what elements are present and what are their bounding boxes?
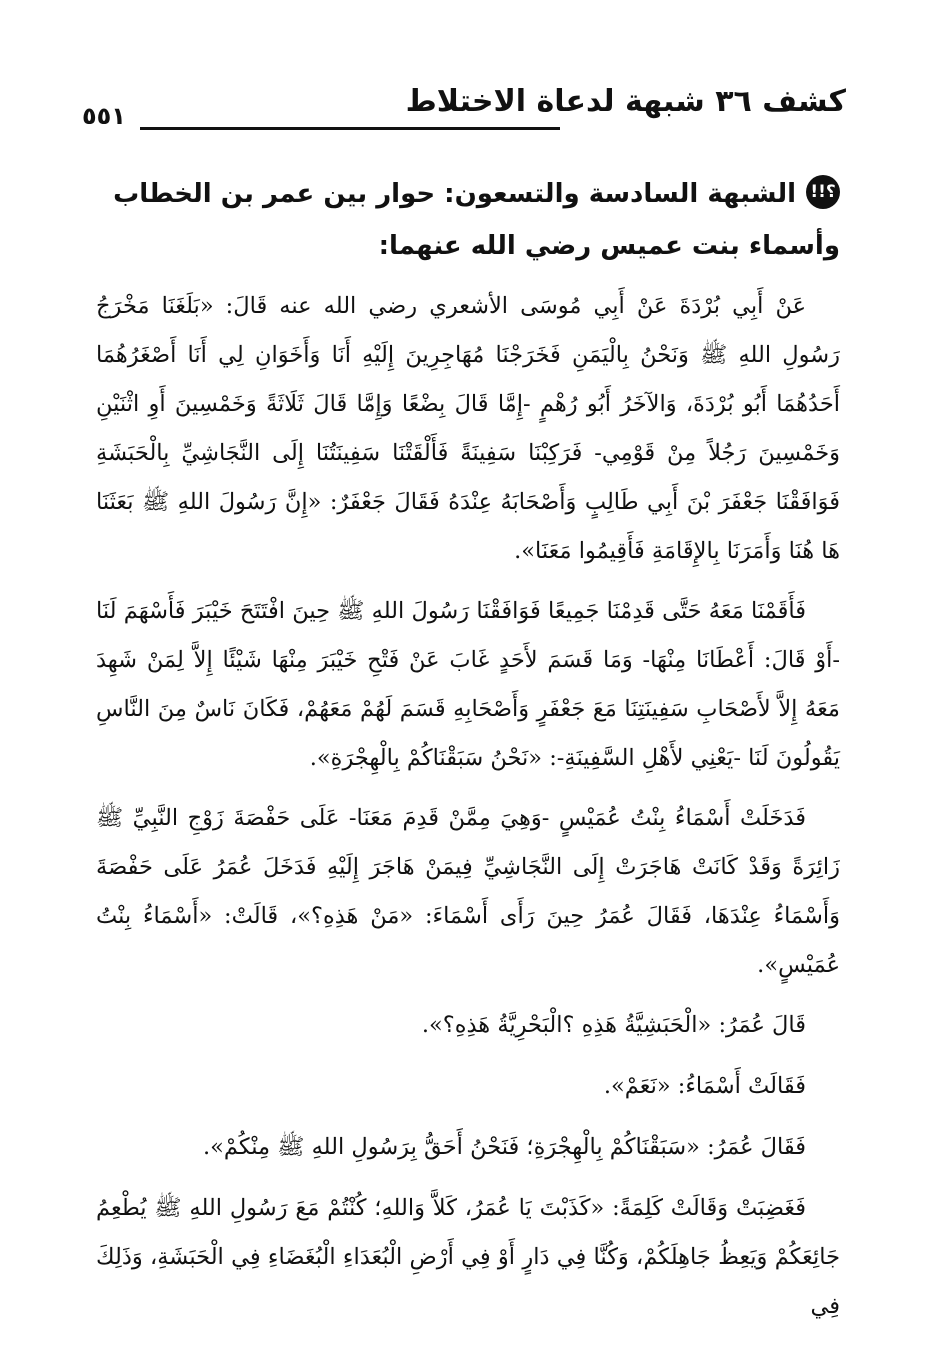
paragraph-1: عَنْ أَبِي بُرْدَةَ عَنْ أَبِي مُوسَى الأشعري رضي الله عنه قَالَ: «بَلَغَنَا مَخْرَجُ رَسُولِ اللهِ ﷺ وَنَحْنُ بِالْيَمَنِ فَخَرَجْنَا مُهَاجِرِينَ إِلَيْهِ أَنَا وَأَخَوَانِ لِي أَنَا أَصْغَرُهُمَا أَحَدُهُمَا أَبُو بُرْدَةَ، وَالآخَرُ أَبُو رُهْمٍ -إِمَّا قَالَ بِضْعًا وَإِمَّا قَالَ ثَلَاثَةً وَخَمْسِينَ أَوِ اثْنَيْنِ وَخَمْسِينَ رَجُلاً مِنْ قَوْمِي- فَرَكِبْنَا سَفِينَةً فَأَلْقَتْنَا سَفِينَتُنَا إِلَى النَّجَاشِيِّ بِالْحَبَشَةِ فَوَافَقْنَا جَعْفَرَ بْنَ أَبِي طَالِبٍ وَأَصْحَابَهُ عِنْدَهُ فَقَالَ جَعْفَرٌ: «إِنَّ رَسُولَ اللهِ ﷺ بَعَثَنَا هَا هُنَا وَأَمَرَنَا بِالإِقَامَةِ فَأَقِيمُوا مَعَنَا». [96,293,840,564]
section-heading [100,168,840,272]
paragraph-7: فَغَضِبَتْ وَقَالَتْ كَلِمَةً: «كَذَبْتَ يَا عُمَرُ، كَلاَّ وَاللهِ؛ كُنْتُمْ مَعَ رَسُولِ اللهِ ﷺ يُطْعِمُ جَائِعَكُمْ وَيَعِظُ جَاهِلَكُمْ، وَكُنَّا فِي دَارٍ أَوْ فِي أَرْضِ الْبُعَدَاءِ الْبُغَضَاءِ فِي الْحَبَشَةِ، وَذَلِكَ فِي [96,1195,840,1319]
paragraph-3: فَدَخَلَتْ أَسْمَاءُ بِنْتُ عُمَيْسٍ -وَهِيَ مِمَّنْ قَدِمَ مَعَنَا- عَلَى حَفْصَةَ زَوْجِ النَّبِيِّ ﷺ زَائِرَةً وَقَدْ كَانَتْ هَاجَرَتْ إِلَى النَّجَاشِيِّ فِيمَنْ هَاجَرَ إِلَيْهِ فَدَخَلَ عُمَرُ عَلَى حَفْصَةَ وَأَسْمَاءُ عِنْدَهَا، فَقَالَ عُمَرُ حِينَ رَأَى أَسْمَاءَ: «مَنْ هَذِهِ؟»، قَالَتْ: «أَسْمَاءُ بِنْتُ عُمَيْسٍ». [96,805,840,978]
section-heading-text-1: الشبهة السادسة والتسعون: حوار بين عمر بن الخطاب [113,179,796,209]
section-heading-line-1 [100,168,840,220]
section-heading-line-2: وأسماء بنت عميس رضي الله عنهما: [378,231,840,261]
header-rule [140,127,560,130]
page-number: ٥٥١ [82,102,126,130]
body-text [96,282,840,1342]
paragraph-6: فَقَالَ عُمَرُ: «سَبَقْنَاكُمْ بِالْهِجْرَةِ؛ فَنَحْنُ أَحَقُّ بِرَسُولِ اللهِ ﷺ مِنْكُمْ». [202,1134,806,1160]
paragraph-5: فَقَالَتْ أَسْمَاءُ: «نَعَمْ». [603,1073,806,1099]
paragraph-2: فَأَقَمْنَا مَعَهُ حَتَّى قَدِمْنَا جَمِيعًا فَوَافَقْنَا رَسُولَ اللهِ ﷺ حِينَ افْتَتَحَ خَيْبَرَ فَأَسْهَمَ لَنَا -أَوْ قَالَ: أَعْطَانَا مِنْهَا- وَمَا قَسَمَ لأَحَدٍ غَابَ عَنْ فَتْحِ خَيْبَرَ مِنْهَا شَيْئًا إِلاَّ لِمَنْ شَهِدَ مَعَهُ إِلاَّ لأَصْحَابِ سَفِينَتِنَا مَعَ جَعْفَرٍ وَأَصْحَابِهِ قَسَمَ لَهُمْ مَعَهُمْ، فَكَانَ نَاسٌ مِنَ النَّاسِ يَقُولُونَ لَنَا -يَعْنِي لأَهْلِ السَّفِينَةِ-: «نَحْنُ سَبَقْنَاكُمْ بِالْهِجْرَةِ». [96,598,840,771]
section-badge-icon: ؟!! [806,175,840,209]
book-title: كشف ٣٦ شبهة لدعاة الاختلاط [405,84,846,119]
paragraph-4: قَالَ عُمَرُ: «الْحَبَشِيَّةُ هَذِهِ ؟الْبَحْرِيَّةُ هَذِهِ؟». [421,1012,806,1038]
